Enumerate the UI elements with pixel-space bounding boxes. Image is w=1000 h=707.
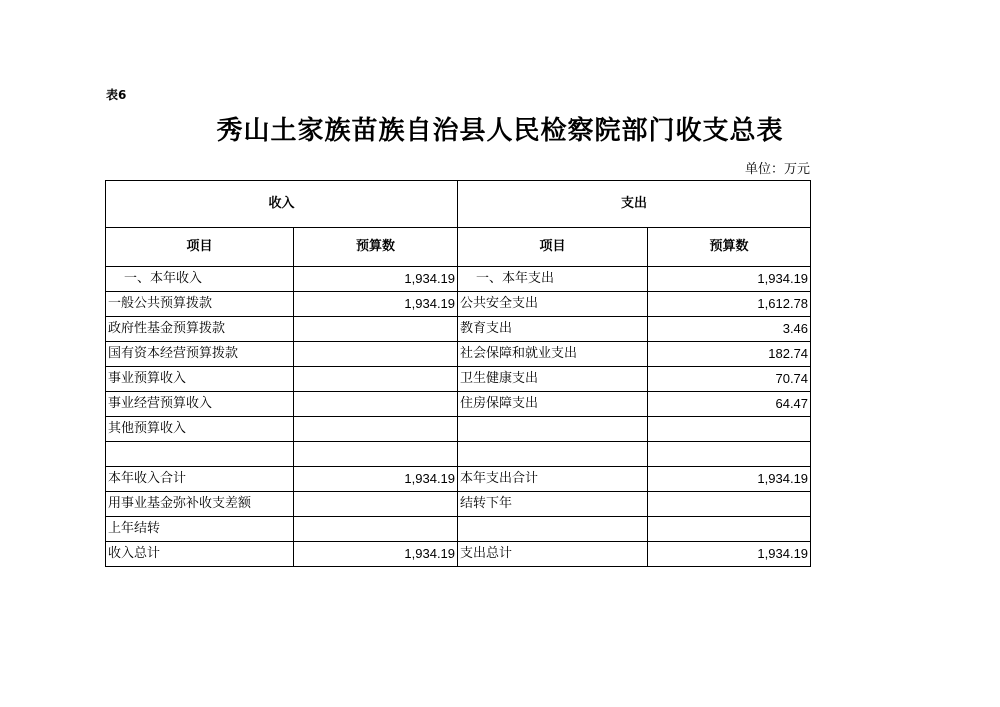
income-budget-cell [294,367,458,392]
expense-budget-cell: 3.46 [648,317,811,342]
income-budget-cell: 1,934.19 [294,267,458,292]
income-item-cell: 国有资本经营预算拨款 [106,342,294,367]
table-row [106,392,811,417]
income-budget-cell [294,442,458,467]
expense-item-cell: 卫生健康支出 [458,367,648,392]
table-row [106,417,811,442]
income-item-cell: 一、本年收入 [106,267,294,292]
table-row [106,517,811,542]
table-row [106,442,811,467]
expense-item-cell: 本年支出合计 [458,467,648,492]
expense-budget-cell: 1,934.19 [648,542,811,567]
income-item-cell: 本年收入合计 [106,467,294,492]
table-row [106,267,811,292]
expense-item-cell: 社会保障和就业支出 [458,342,648,367]
table-row [106,317,811,342]
income-item-cell: 事业预算收入 [106,367,294,392]
expense-budget-cell: 64.47 [648,392,811,417]
expense-budget-cell: 182.74 [648,342,811,367]
expense-item-cell: 教育支出 [458,317,648,342]
income-budget-cell: 1,934.19 [294,292,458,317]
expense-item-header: 项目 [458,228,648,267]
expense-item-cell: 公共安全支出 [458,292,648,317]
income-item-cell: 一般公共预算拨款 [106,292,294,317]
expense-budget-cell: 1,934.19 [648,267,811,292]
expense-budget-cell [648,442,811,467]
unit-label: 单位：万元 [744,162,810,177]
budget-summary-table [105,180,811,567]
table-row [106,367,811,392]
income-section-header: 收入 [106,181,458,228]
income-item-cell: 政府性基金预算拨款 [106,317,294,342]
income-budget-cell: 1,934.19 [294,467,458,492]
income-item-cell: 事业经营预算收入 [106,392,294,417]
income-budget-header: 预算数 [294,228,458,267]
income-item-cell [106,442,294,467]
page-title: 秀山土家族苗族自治县人民检察院部门收支总表 [216,116,784,146]
income-item-cell: 其他预算收入 [106,417,294,442]
income-budget-cell [294,342,458,367]
income-budget-cell: 1,934.19 [294,542,458,567]
expense-section-header: 支出 [458,181,811,228]
income-budget-cell [294,392,458,417]
income-budget-cell [294,317,458,342]
expense-item-cell [458,417,648,442]
table-row [106,342,811,367]
table-number: 表6 [106,88,127,102]
expense-budget-cell [648,492,811,517]
expense-budget-cell [648,417,811,442]
table-row [106,292,811,317]
expense-budget-cell: 1,934.19 [648,467,811,492]
income-item-cell: 用事业基金弥补收支差额 [106,492,294,517]
expense-item-cell: 支出总计 [458,542,648,567]
income-budget-cell [294,492,458,517]
expense-budget-header: 预算数 [648,228,811,267]
income-budget-cell [294,517,458,542]
income-budget-cell [294,417,458,442]
table-row [106,467,811,492]
expense-budget-cell [648,517,811,542]
expense-budget-cell: 1,612.78 [648,292,811,317]
expense-item-cell [458,517,648,542]
income-item-cell: 上年结转 [106,517,294,542]
income-item-cell: 收入总计 [106,542,294,567]
table-row [106,542,811,567]
expense-budget-cell: 70.74 [648,367,811,392]
header-row-columns [106,228,811,267]
expense-item-cell: 结转下年 [458,492,648,517]
expense-item-cell: 住房保障支出 [458,392,648,417]
table-row [106,492,811,517]
header-row-sections [106,181,811,228]
income-item-header: 项目 [106,228,294,267]
expense-item-cell [458,442,648,467]
expense-item-cell: 一、本年支出 [458,267,648,292]
